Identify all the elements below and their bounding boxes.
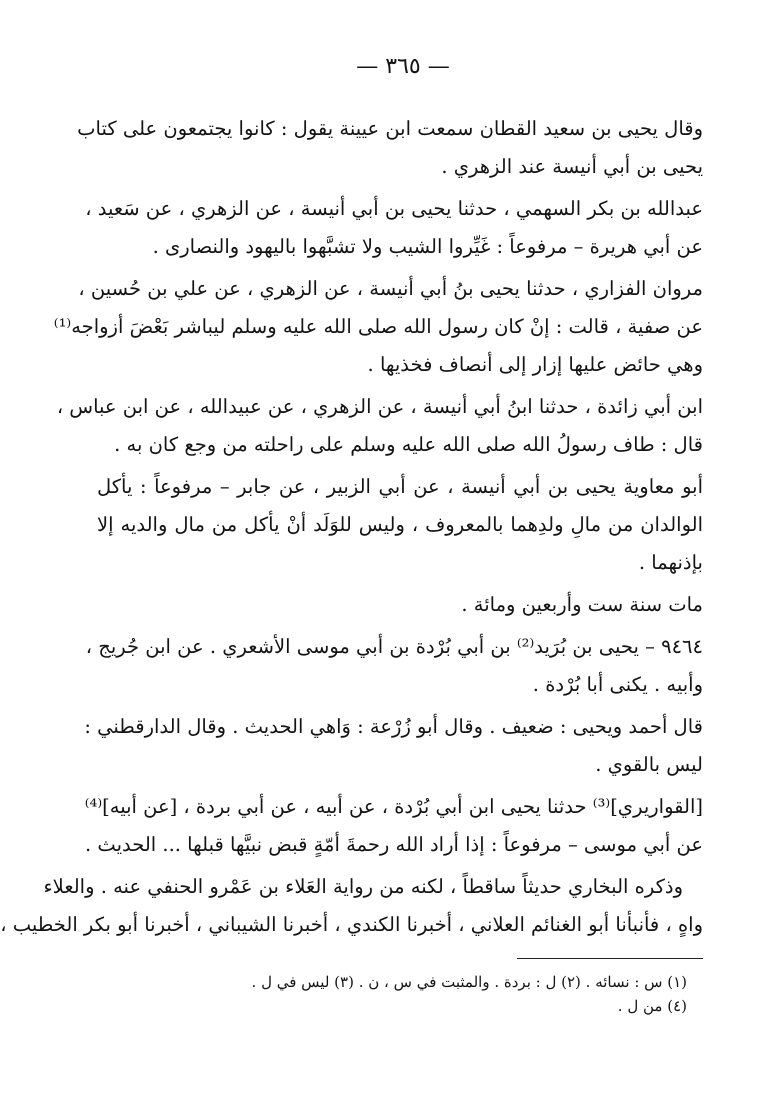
text-line: عن صفية ، قالت : إنْ كان رسول الله صلى الله عليه وسلم ليباشر بَعْضَ أزواجه⁽¹⁾ [53, 315, 703, 338]
footnote-line: (٤) من ل . [617, 997, 687, 1015]
text-line: ليس بالقوي . [595, 753, 703, 776]
text-line: قال أحمد ويحيى : ضعيف . وقال أبو زُرْعة : وَاهي الحديث . وقال الدارقطني : [84, 715, 703, 738]
page-number: — ٣٦٥ — [356, 54, 450, 79]
text-line: بإذنهما . [638, 551, 703, 574]
entry-heading-line: ٩٤٦٤ – يحيى بن بُرَيد⁽²⁾ بن أبي بُرْدة بن أبي موسى الأشعري . عن ابن جُريج ، [85, 635, 703, 658]
text-line: وقال يحيى بن سعيد القطان سمعت ابن عيينة يقول : كانوا يجتمعون على كتاب [77, 117, 703, 140]
text-line: ابن أبي زائدة ، حدثنا ابنُ أبي أنيسة ، عن الزهري ، عن عبيدالله ، عن ابن عباس ، [56, 395, 703, 418]
footnote-line: (١) س : نسائه . (٢) ل : بردة . والمثبت في س ، ن . (٣) ليس في ل . [251, 973, 687, 991]
main-text [0, 110, 703, 944]
text-line: قال : طاف رسولُ الله صلى الله عليه وسلم على راحلته من وجع كان به . [114, 433, 703, 456]
text-line: يحيى بن أبي أنيسة عند الزهري . [441, 155, 703, 178]
footnote-divider [517, 958, 703, 959]
footnotes [97, 970, 687, 1018]
text-line: أبو معاوية يحيى بن أبي أنيسة ، عن أبي الزبير ، عن جابر – مرفوعاً : يأكل [97, 475, 703, 498]
text-line: الوالدان من مالِ ولدِهما بالمعروف ، وليس للوَلَد أنْ يأكل من مال والديه إلا [97, 513, 703, 536]
text-line: واهٍ ، فأنبأنا أبو الغنائم العلاني ، أخبرنا الكندي ، أخبرنا الشيباني ، أخبرنا أبو بكر الخطيب ، [0, 913, 703, 936]
text-line: عن أبي موسى – مرفوعاً : إذا أراد الله رحمةَ أمّةٍ قبض نبيَّها قبلها ... الحديث . [85, 833, 703, 856]
text-line: وأبيه . يكنى أبا بُرْدة . [532, 673, 703, 696]
text-line: [القواريري]⁽³⁾ حدثنا يحيى ابن أبي بُرْدة ، عن أبيه ، عن أبي بردة ، [عن أبيه]⁽⁴⁾ [84, 795, 703, 818]
text-line: عن أبي هريرة – مرفوعاً : غَيِّروا الشيب ولا تشبَّهوا باليهود والنصارى . [152, 235, 703, 258]
text-line: وهي حائض عليها إزار إلى أنصاف فخذيها . [367, 353, 703, 376]
text-line: عبدالله بن بكر السهمي ، حدثنا يحيى بن أبي أنيسة ، عن الزهري ، عن سَعيد ، [85, 197, 703, 220]
text-line: مات سنة ست وأربعين ومائة . [461, 593, 703, 616]
text-line: وذكره البخاري حديثاً ساقطاً ، لكنه من رواية العَلاء بن عَمْرو الحنفي عنه . والعلاء [43, 875, 683, 898]
text-line: مروان الفزاري ، حدثنا يحيى بنُ أبي أنيسة ، عن الزهري ، عن علي بن حُسين ، [78, 277, 703, 300]
